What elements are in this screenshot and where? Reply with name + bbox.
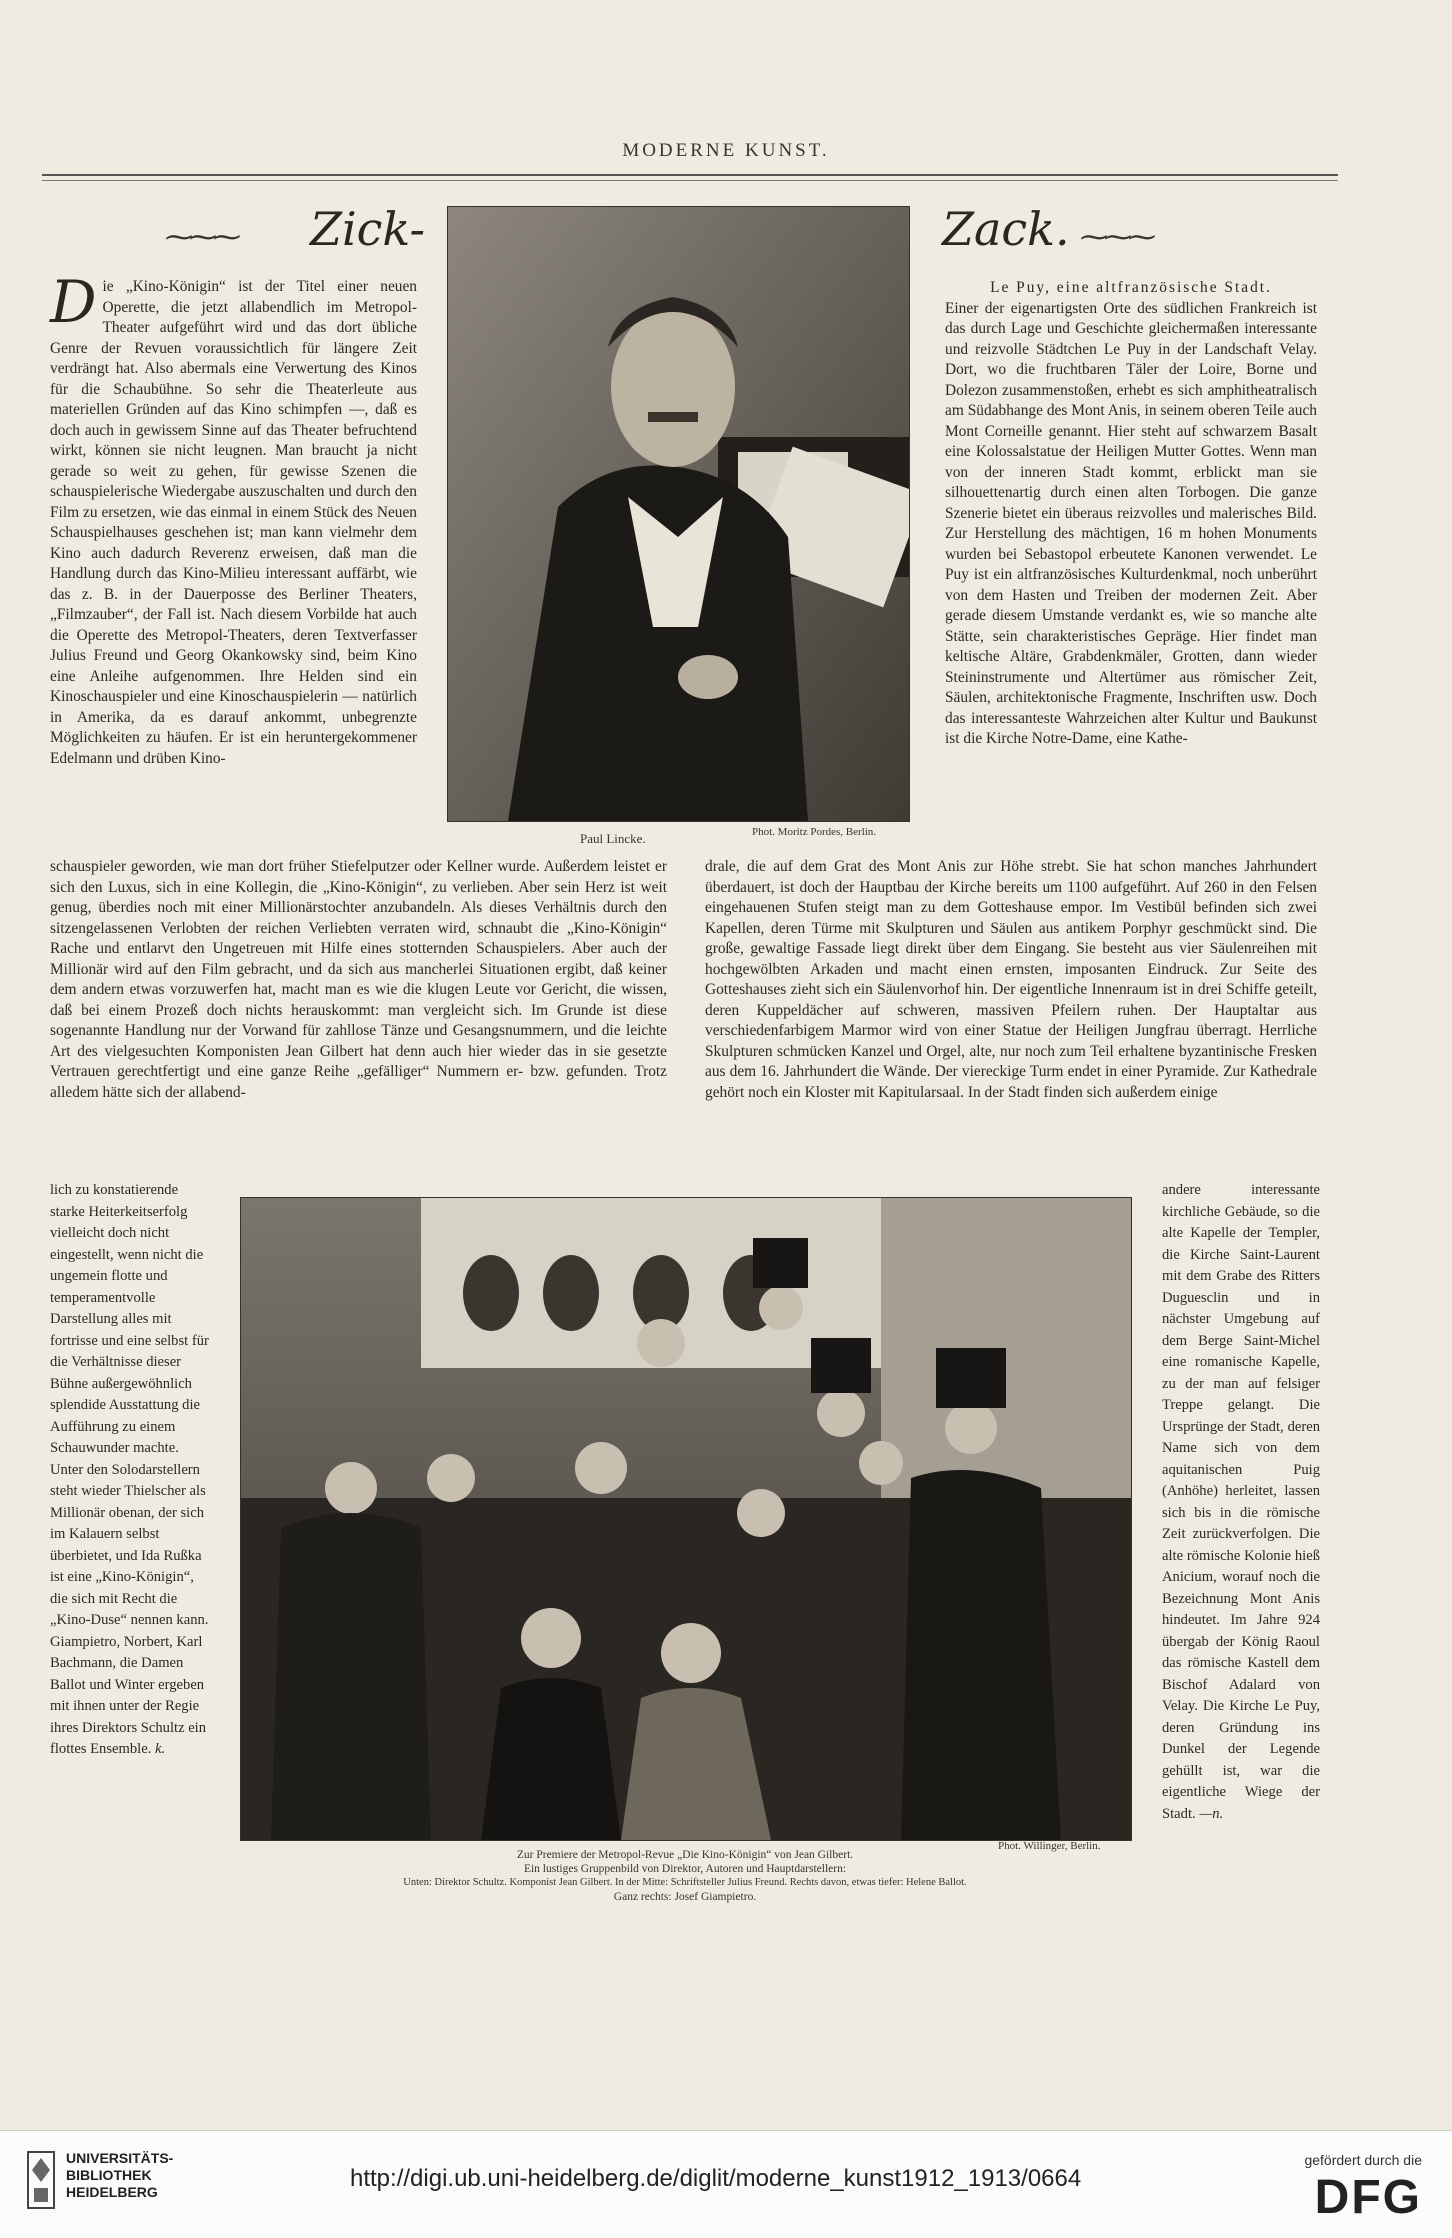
- article-zack-signature: —n.: [1199, 1805, 1224, 1822]
- article-zick-column-3: [50, 1180, 212, 1920]
- running-title: MODERNE KUNST.: [622, 140, 830, 161]
- header-rule: [42, 174, 1338, 176]
- group-caption-line-1: Zur Premiere der Metropol-Revue „Die Kino-Königin“ von Jean Gilbert.: [516, 1849, 854, 1861]
- header-rule-thin: [42, 180, 1338, 181]
- article-zack-text-1: Einer der eigenartigsten Orte des südlichen Frankreich ist das durch Lage und Geschichte gleichermaßen interessante und reizvolle Städtchen Le Puy in der Landschaft Velay. Dort, wo die fruchtbaren Täler der Loire, Borne und Dolezon zusammenstoßen, erhebt es sich amphitheatralisch am Südabhange des Mont Anis, in seinem oberen Teile auch Mont Corneille genannt. Hier steht auf schwarzem Basalt eine Kolossalstatue der Heiligen Mutter Gottes. Wenn man von der inneren Stadt kommt, erblickt man sie silhouettenartig durch einen alten Torbogen. Die ganze Szenerie bietet ein überaus reizvolles und malerisches Bild. Zur Herstellung des mächtigen, 16 m hohen Monuments wurden bei Sebastopol erbeutete Kanonen verwendet. Le Puy ist ein altfranzösisches Kulturdenkmal, noch unberührt von dem Hasten und Treiben der modernen Zeit. Aber gerade diesem Umstande verdankt es, wie so manche alte Stätte, sein charakteristisches Gepräge. Hier findet man keltische Altäre, Grabdenkmäler, Grotten, dann wieder Steininstrumente und Altertümer aus römischer Zeit, Säulen, architektonische Fragmente, Inschriften usw. Doch das interessanteste Wahrzeichen alter Kultur und Baukunst ist die Kirche Notre-Dame, eine Kathe-: [945, 299, 1317, 747]
- article-zack-text-3: andere interessante kirchliche Gebäude, so die alte Kapelle der Templer, die Kirche Saint-Laurent mit dem Grabe des Ritters Duguesclin und in nächster Umgebung auf dem Berge Saint-Michel eine romanische Kapelle, zu der man auf felsiger Treppe gelangt. Die Ursprünge der Stadt, deren Name sich von dem aquitanischen Puig (Anhöhe) herleitet, lassen sich bis in die römische Zeit zurückverfolgen. Die alte römische Kolonie hieß Anicium, worauf noch die Bezeichnung Mont Anis hindeutet. Im Jahre 924 übergab der König Raoul das römische Kastell dem Bischof Adalard von Velay. Die Kirche Le Puy, deren Gründung ins Dunkel der Legende gehüllt ist, war die eigentliche Wiege der Stadt.: [1162, 1182, 1320, 1822]
- library-line-1: UNIVERSITÄTS-: [66, 2150, 174, 2166]
- group-caption-line-3: Unten: Direktor Schultz. Komponist Jean Gilbert. In der Mitte: Schriftsteller Julius Freund. Rechts davon, etwas tiefer: Helene Ballot.: [403, 1877, 967, 1888]
- group-caption: [240, 1848, 1130, 1904]
- article-zick-text-1: ie „Kino-Königin“ ist der Titel einer neuen Operette, die jetzt allabendlich im Metropol-Theater aufgeführt wird und das dort übliche Genre der Revuen voraussichtlich für längere Zeit verdrängt hat. Also abermals eine Verwertung des Kinos für die Schaubühne. So sehr die Theaterleute aus materiellen Gründen auf das Kino schimpfen —, daß es doch auch in gewissem Sinne auf das Theater befruchtend wirkt, können sie nicht leugnen. Man braucht ja nicht gerade so weit zu gehen, für gewisse Szenen die schauspielerische Wiedergabe auszuschalten und durch den Film zu ersetzen, wie das einmal in einem Stück des Neuen Schauspielhauses geschehen ist; man kann vielmehr dem Kino auch dadurch Reverenz erweisen, daß man die Handlung durch das Kino-Milieu interessant auffärbt, wie das z. B. in der Dauerposse des Berliner Theaters, „Filmzauber“, der Fall ist. Nach diesem Vorbilde hat auch die Operette des Metropol-Theaters, deren Textverfasser Julius Freund und Georg Okankowsky sind, beim Kino eine Anleihe aufgenommen. Ihre Helden sind ein Kinoschauspieler und eine Kinoschauspielerin — natürlich in Amerika, da es darauf ankommt, unbegrenzte Möglichkeiten zu häufen. Er ist ein heruntergekommener Edelmann und drüben Kino-: [50, 278, 417, 767]
- group-credit: Phot. Willinger, Berlin.: [998, 1840, 1101, 1852]
- group-caption-line-2: Ein lustiges Gruppenbild von Direktor, Autoren und Hauptdarstellern:: [523, 1863, 847, 1875]
- library-line-3: HEIDELBERG: [66, 2184, 158, 2200]
- article-zick-text-2: schauspieler geworden, wie man dort früher Stiefelputzer oder Kellner wurde. Außerdem leistet er sich den Luxus, sich in eine Kollegin, die „Kino-Königin“, zu verlieben. Aber sein Herz ist weit genug, überdies noch mit einer Millionärstochter anzubandeln. Als dieses Verhältnis durch den sitzengelassenen Verlobten der reichen Verliebten verraten wird, schnaubt die „Kino-Königin“ Rache und entlarvt den Ungetreuen mit Hilfe eines stotternden Schauspielers. Aber auch der Millionär wird auf den Film gebracht, und da sich aus mancherlei Situationen ergibt, daß keiner dem andern etwas vorzuwerfen hat, macht man es wie die klugen Leute vor Gericht, die wissen, daß bei einem Prozeß doch nichts herauskommt: man vergleicht sich. Im Grunde ist diese sogenannte Handlung nur der Vorwand für zahllose Tänze und Gesangsnummern, und die leichte Art des vielgesuchten Komponisten Jean Gilbert hat denn auch hier wieder das in sie gesetzte Vertrauen gerechtfertigt und eine ganze Reihe „gefälliger“ Nummern er- bzw. gefunden. Trotz alledem hätte sich der allabend-: [50, 858, 667, 1101]
- portrait-credit: Phot. Moritz Pordes, Berlin.: [752, 826, 877, 838]
- dfg-logo[interactable]: DFG: [1314, 2171, 1422, 2224]
- document-url-link[interactable]: http://digi.ub.uni-heidelberg.de/diglit/moderne_kunst1912_1913/0664: [350, 2165, 1082, 2192]
- article-zick-column-1: [50, 268, 417, 857]
- article-zick-text-3: lich zu konstatierende starke Heiterkeitserfolg vielleicht doch nicht eingestellt, wenn nicht die ungemein flotte und temperamentvolle Darstellung alles mit fortrisse und eine selbst für die Verhältnisse dieser Bühne außergewöhnlich splendide Ausstattung die Aufführung zu einem Schauwunder machte. Unter den Solodarstellern steht wieder Thielscher als Millionär obenan, der sich im Kalauern selbst überbietet, und Ida Rußka ist eine „Kino-Königin“, die sich mit Recht die „Kino-Duse“ nennen kann. Giampietro, Norbert, Karl Bachmann, die Damen Ballot und Winter ergeben mit ihnen unter der Regie ihres Direktors Schultz ein flottes Ensemble.: [50, 1182, 209, 1757]
- funding-note: gefördert durch die: [1304, 2152, 1422, 2168]
- headline-left: Zick-: [310, 202, 426, 256]
- article-zack-column-2: [705, 857, 1317, 1179]
- headline-right: Zack.: [942, 202, 1070, 256]
- article-zack-title: Le Puy, eine altfranzösische Stadt.: [990, 279, 1272, 296]
- article-zick-signature: k.: [154, 1741, 166, 1757]
- library-name[interactable]: [66, 2150, 173, 2201]
- flourish-left-icon: ⁓⁓⁓: [165, 222, 237, 253]
- portrait-photo: [447, 206, 910, 822]
- group-caption-line-4: Ganz rechts: Josef Giampietro.: [613, 1891, 757, 1903]
- group-photo: [240, 1197, 1132, 1841]
- library-line-2: BIBLIOTHEK: [66, 2167, 152, 2183]
- portrait-caption: Paul Lincke.: [580, 831, 646, 846]
- article-zack-column-1: [945, 278, 1317, 856]
- dropcap: D: [50, 268, 97, 336]
- article-zick-column-2: [50, 857, 667, 1179]
- group-image: [241, 1198, 1131, 1840]
- portrait-image: [448, 207, 909, 821]
- article-zack-column-3: [1162, 1180, 1320, 1920]
- flourish-right-icon: ⁓⁓⁓: [1080, 222, 1152, 253]
- article-zack-text-2: drale, die auf dem Grat des Mont Anis zur Höhe strebt. Sie hat schon manches Jahrhundert überdauert, ist doch der Hauptbau der Kirche bereits um 1100 aufgeführt. Auf 260 in den Felsen eingehauenen Stufen steigt man zu dem Gotteshause empor. Im Vestibül befinden sich zwei Kapellen, deren Türme mit Skulpturen und Säulen aus antikem Porphyr geschmückt sind. Die große, gewaltige Fassade liegt direkt über dem Eingang. Sie besteht aus vier Säulenreihen mit hochgewölbten Arkaden und macht einen ernsten, imposanten Eindruck. Zur Seite des Gotteshauses zieht sich ein Säulenvorhof hin. Der eigentliche Innenraum ist in drei Schiffe geteilt, deren Kuppeldächer auf schweren, massiven Pfeilern ruhen. Der Hauptaltar aus verschiedenfarbigem Marmor wird von einer Statue der Heiligen Jungfrau überragt. Herrliche Skulpturen schmücken Kanzel und Orgel, alte, nur noch zum Teil erhaltene byzantinische Fresken aus dem 16. Jahrhundert die Wände. Der viereckige Turm endet in einer Pyramide. Zur Kathedrale gehört noch ein Kloster mit Kapitularsaal. In der Stadt finden sich außerdem einige: [705, 858, 1317, 1101]
- university-seal-icon: [26, 2150, 56, 2210]
